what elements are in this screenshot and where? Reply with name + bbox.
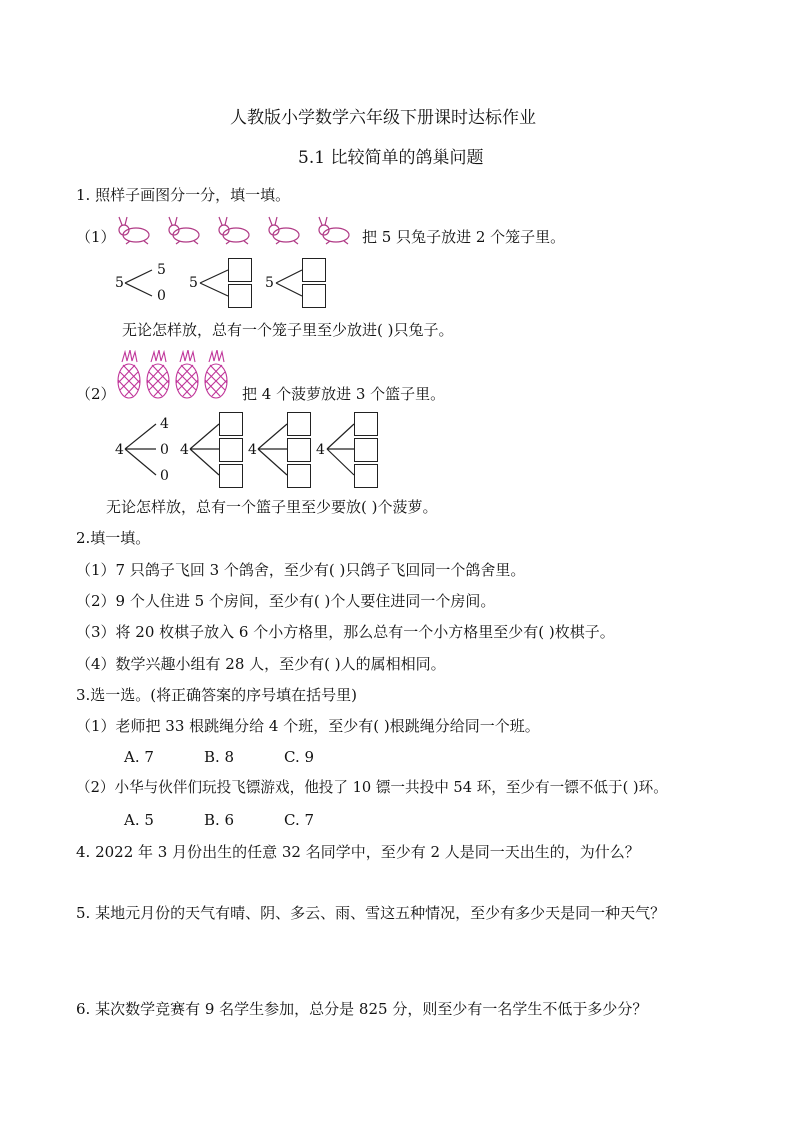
q1-part2-answer: 无论怎样放，总有一个篮子里至少要放( )个菠萝。	[106, 498, 438, 516]
q2-heading: 2.填一填。	[76, 529, 151, 547]
q1-part1-answer: 无论怎样放，总有一个笼子里至少放进( )只兔子。	[122, 321, 454, 339]
answer-box[interactable]	[219, 438, 243, 462]
tree4-mid: 0	[160, 442, 169, 458]
q2-item-2: （2）9 个人住进 5 个房间，至少有( )个人要住进同一个房间。	[76, 592, 496, 610]
answer-box[interactable]	[302, 258, 326, 282]
answer-box[interactable]	[219, 412, 243, 436]
q1-part2-desc: 把 4 个菠萝放进 3 个篮子里。	[242, 385, 446, 403]
answer-box[interactable]	[287, 412, 311, 436]
q3-item-1-option-c[interactable]: C. 9	[284, 748, 315, 766]
pineapple-icon	[118, 350, 140, 398]
tree7-root: 4	[316, 442, 325, 458]
q6-text: 6. 某次数学竞赛有 9 名学生参加，总分是 825 分，则至少有一名学生不低于多少分？	[76, 1000, 648, 1018]
answer-box[interactable]	[219, 464, 243, 488]
pineapple-icon	[205, 350, 227, 398]
q3-item-2: （2）小华与伙伴们玩投飞镖游戏，他投了 10 镖一共投中 54 环，至少有一镖不低于( )环。	[76, 779, 668, 796]
q3-item-2-option-b[interactable]: B. 6	[204, 811, 235, 829]
tree3-root: 5	[265, 275, 274, 291]
tree6-root: 4	[248, 442, 257, 458]
q2-item-1: （1）7 只鸽子飞回 3 个鸽舍，至少有( )只鸽子飞回同一个鸽舍里。	[76, 561, 526, 579]
answer-box[interactable]	[228, 258, 252, 282]
page-title: 人教版小学数学六年级下册课时达标作业	[230, 108, 536, 128]
answer-box[interactable]	[302, 284, 326, 308]
answer-box[interactable]	[354, 438, 378, 462]
q3-heading: 3.选一选。(将正确答案的序号填在括号里)	[76, 686, 358, 704]
q4-text: 4. 2022 年 3 月份出生的任意 32 名同学中，至少有 2 人是同一天出生的，为什么？	[76, 843, 640, 861]
pineapple-icon	[147, 350, 169, 398]
answer-box[interactable]	[287, 438, 311, 462]
tree4-bottom: 0	[160, 468, 169, 484]
q3-item-2-option-c[interactable]: C. 7	[284, 811, 315, 829]
answer-box[interactable]	[228, 284, 252, 308]
tree5-root: 4	[180, 442, 189, 458]
tree4-root: 4	[115, 442, 124, 458]
answer-box[interactable]	[287, 464, 311, 488]
q1-part1-desc: 把 5 只兔子放进 2 个笼子里。	[362, 228, 566, 246]
answer-box[interactable]	[354, 464, 378, 488]
q3-item-2-option-a[interactable]: A. 5	[124, 811, 154, 829]
tree2-root: 5	[189, 275, 198, 291]
answer-box[interactable]	[354, 412, 378, 436]
pineapple-icon	[176, 350, 198, 398]
q3-item-1: （1）老师把 33 根跳绳分给 4 个班，至少有( )根跳绳分给同一个班。	[76, 717, 540, 735]
tree1-bottom: 0	[157, 288, 166, 304]
q2-item-3: （3）将 20 枚棋子放入 6 个小方格里，那么总有一个小方格里至少有( )枚棋子。	[76, 623, 615, 641]
q2-item-4: （4）数学兴趣小组有 28 人，至少有( )人的属相相同。	[76, 655, 446, 673]
q5-text: 5. 某地元月份的天气有晴、阴、多云、雨、雪这五种情况，至少有多少天是同一种天气？	[76, 904, 666, 922]
tree4-top: 4	[160, 416, 169, 432]
section-title: 5.1 比较简单的鸽巢问题	[298, 148, 484, 168]
q1-part1-label: （1）	[76, 228, 116, 246]
tree1-root: 5	[115, 275, 124, 291]
tree1-top: 5	[157, 262, 166, 278]
pineapple-icons	[116, 350, 236, 400]
q1-heading: 1. 照样子画图分一分，填一填。	[76, 186, 291, 204]
q1-part2-label: （2）	[76, 385, 116, 403]
q3-item-1-option-b[interactable]: B. 8	[204, 748, 235, 766]
q3-item-1-option-a[interactable]: A. 7	[124, 748, 154, 766]
pineapple-row	[116, 350, 236, 400]
